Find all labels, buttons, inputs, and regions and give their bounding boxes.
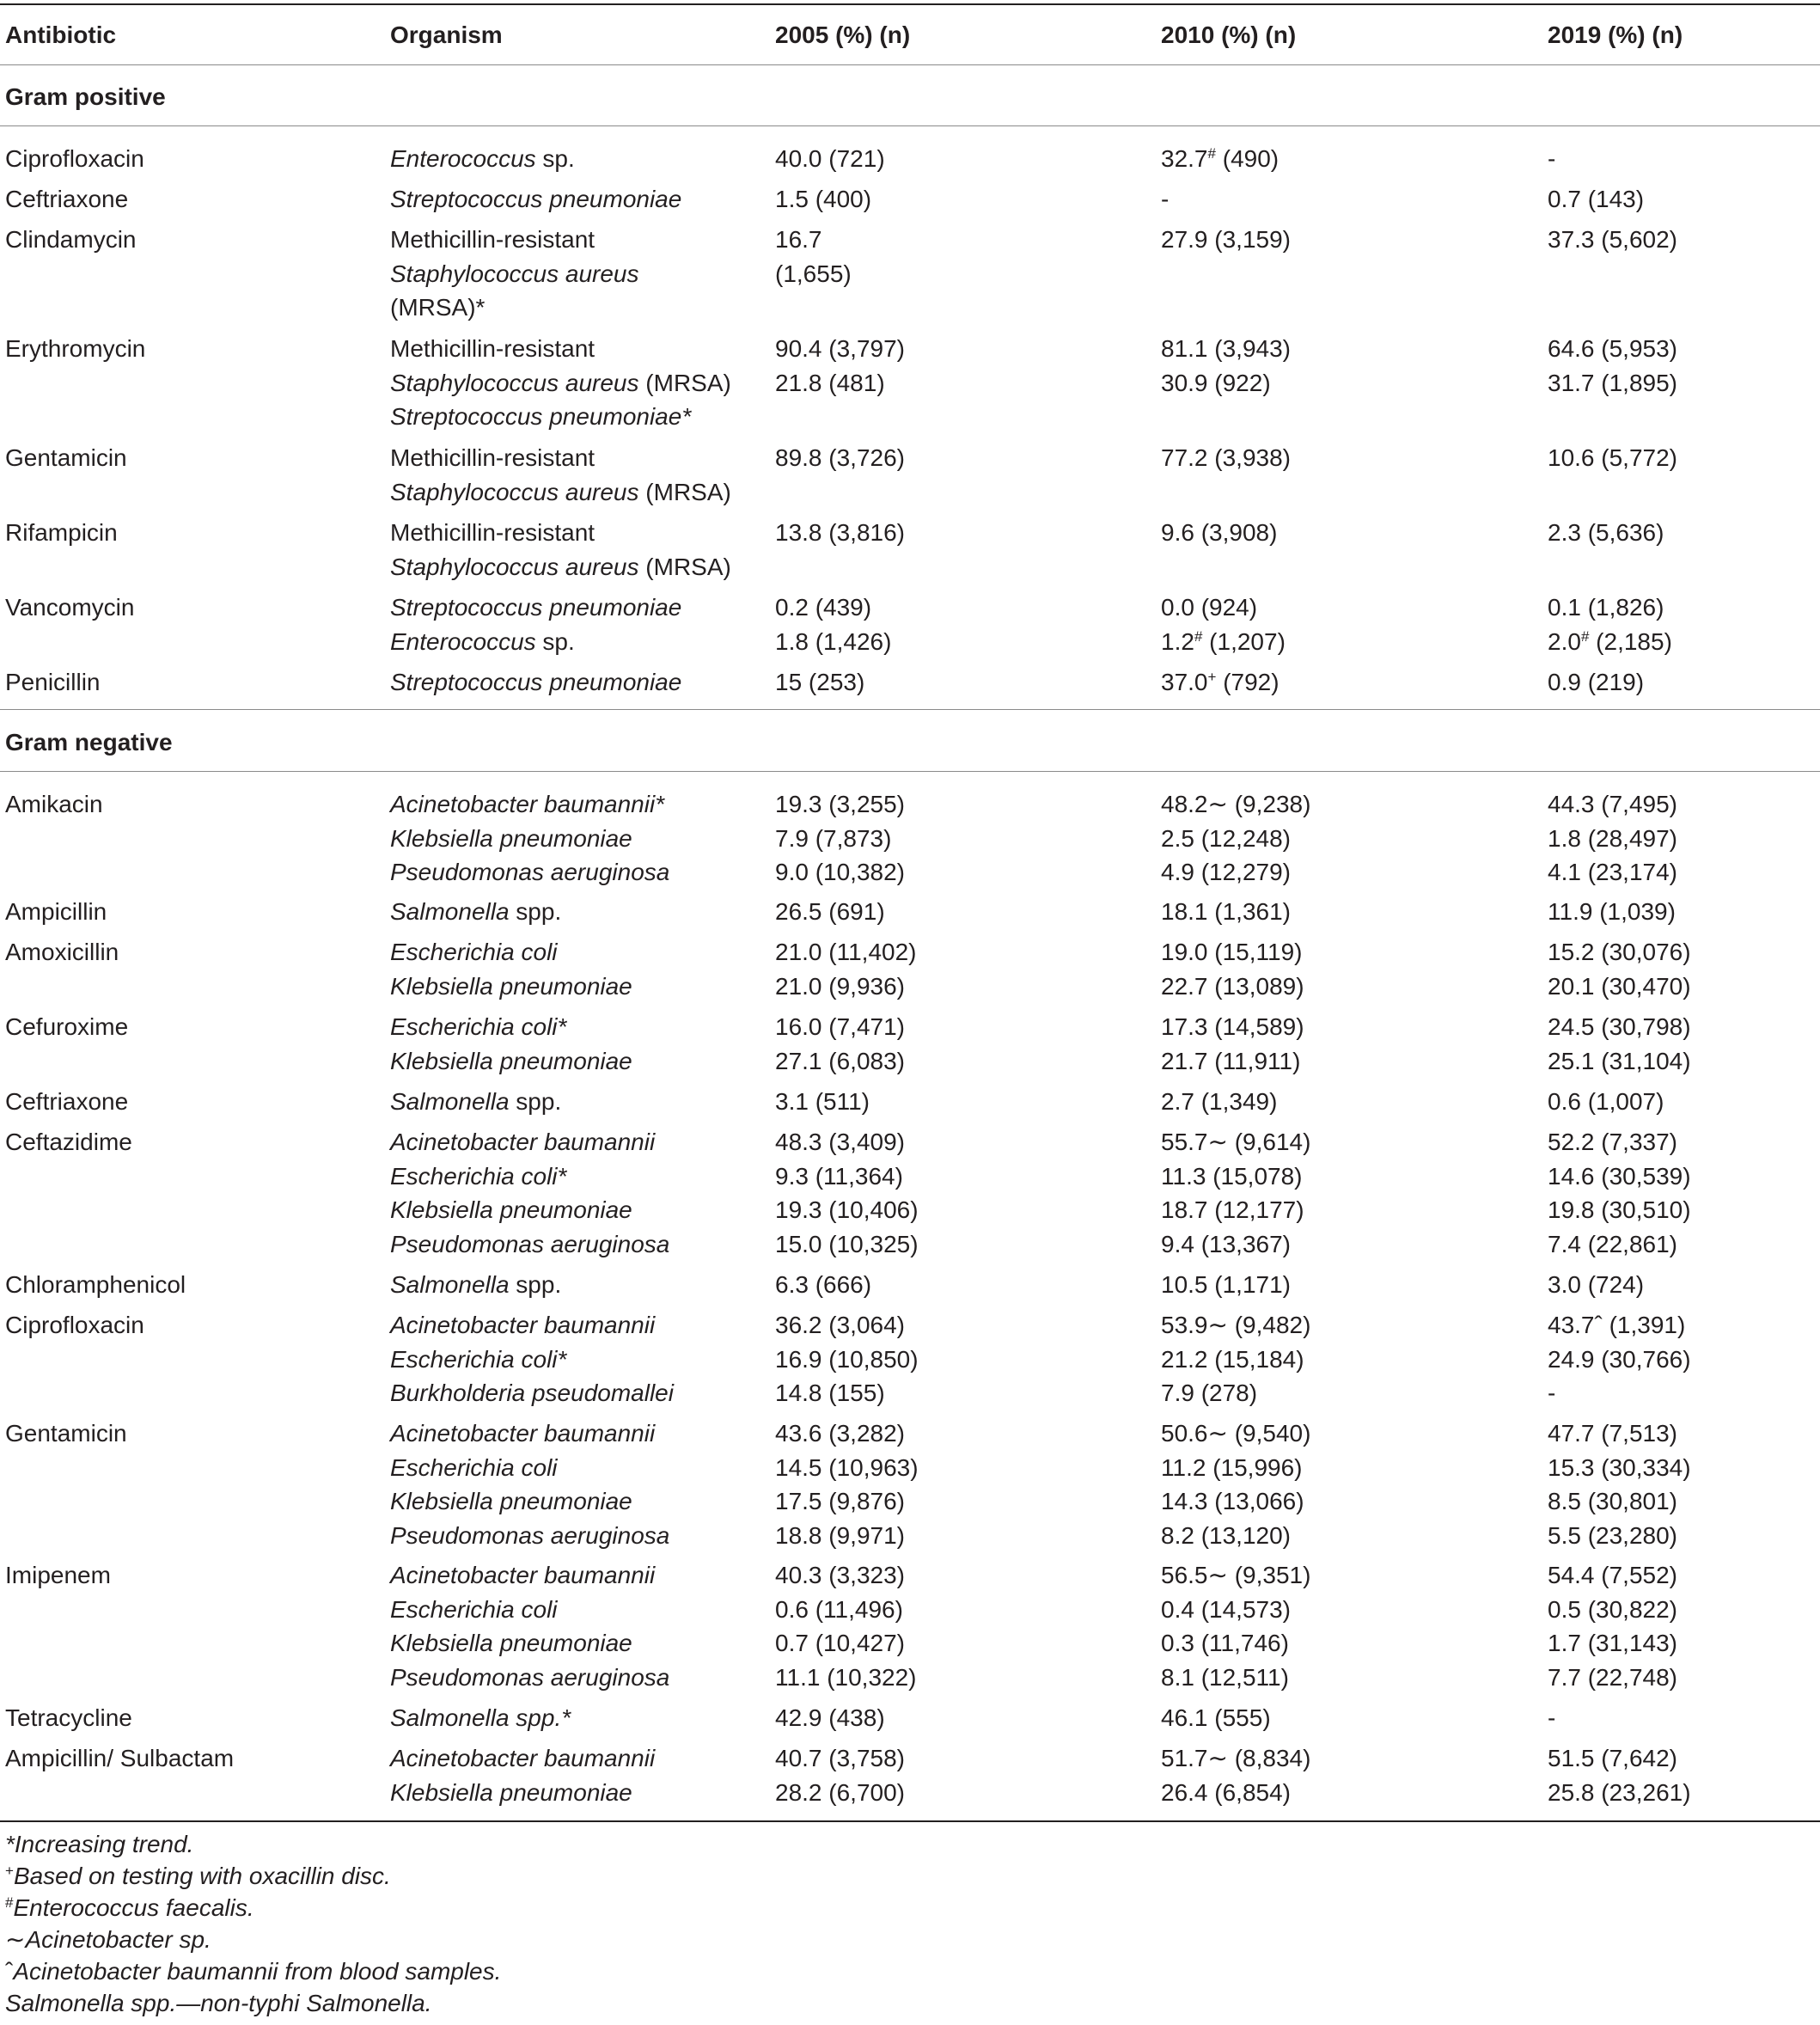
table-header-row <box>0 18 1820 49</box>
table-row <box>0 1701 1820 1732</box>
footnote-salmonella: Salmonella spp.—non-typhi Salmonella. <box>5 1990 432 2016</box>
value-2005-cell: 89.8 (3,726) <box>775 444 905 471</box>
table-row <box>0 223 1820 321</box>
antibiotic-cell: Vancomycin <box>5 594 135 621</box>
antibiotic-cell: Imipenem <box>5 1562 111 1588</box>
table-row <box>0 516 1820 580</box>
value-2019-cell: 24.5 (30,798) 25.1 (31,104) <box>1548 1013 1691 1074</box>
value-2010-cell: 77.2 (3,938) <box>1161 444 1291 471</box>
section-row-gram-negative <box>0 725 1820 756</box>
header-2010: 2010 (%) (n) <box>1161 21 1297 48</box>
header-2005: 2005 (%) (n) <box>775 21 911 48</box>
table-row <box>0 1125 1820 1257</box>
value-2019-cell: 64.6 (5,953) 31.7 (1,895) <box>1548 335 1677 396</box>
value-2019-cell: 0.1 (1,826) 2.0# (2,185) <box>1548 594 1672 655</box>
antibiotic-cell: Ceftazidime <box>5 1129 132 1155</box>
antibiotic-cell: Chloramphenicol <box>5 1271 186 1298</box>
table-row <box>0 895 1820 926</box>
antibiotic-cell: Ceftriaxone <box>5 186 129 212</box>
section-rule <box>0 771 1820 772</box>
antibiotic-cell: Ciprofloxacin <box>5 145 144 172</box>
value-2019-cell: 52.2 (7,337) 14.6 (30,539) 19.8 (30,510) 7.4 (22,861) <box>1548 1129 1691 1257</box>
value-2010-cell: 51.7∼ (8,834) 26.4 (6,854) <box>1161 1745 1311 1806</box>
value-2010-cell: 19.0 (15,119) 22.7 (13,089) <box>1161 939 1304 1000</box>
organism-cell: Acinetobacter baumannii Klebsiella pneumoniae <box>390 1745 656 1806</box>
table-row <box>0 1416 1820 1549</box>
value-2010-cell: 81.1 (3,943) 30.9 (922) <box>1161 335 1291 396</box>
table-bottom-rule <box>0 1820 1820 1822</box>
antibiotic-cell: Amoxicillin <box>5 939 119 965</box>
value-2010-cell: 55.7∼ (9,614) 11.3 (15,078) 18.7 (12,177) 9.4 (13,367) <box>1161 1129 1311 1257</box>
value-2005-cell: 26.5 (691) <box>775 898 885 925</box>
antibiotic-cell: Clindamycin <box>5 226 137 253</box>
value-2019-cell: 10.6 (5,772) <box>1548 444 1677 471</box>
value-2005-cell: 15 (253) <box>775 669 865 695</box>
value-2019-cell: 2.3 (5,636) <box>1548 519 1664 546</box>
organism-cell: Methicillin-resistant Staphylococcus aureus (MRSA)* <box>390 226 639 321</box>
antibiotic-cell: Amikacin <box>5 791 103 817</box>
organism-cell: Acinetobacter baumannii Escherichia coli Klebsiella pneumoniae Pseudomonas aeruginosa <box>390 1562 670 1691</box>
value-2010-cell: 0.0 (924) 1.2# (1,207) <box>1161 594 1286 655</box>
value-2010-cell: 2.7 (1,349) <box>1161 1088 1278 1115</box>
header-antibiotic: Antibiotic <box>5 21 117 48</box>
section-title: Gram negative <box>5 729 173 756</box>
value-2010-cell: 9.6 (3,908) <box>1161 519 1278 546</box>
value-2019-cell: 43.7ˆ (1,391) 24.9 (30,766) - <box>1548 1312 1691 1406</box>
value-2019-cell: 0.6 (1,007) <box>1548 1088 1664 1115</box>
section-row-gram-positive <box>0 80 1820 111</box>
value-2019-cell: 11.9 (1,039) <box>1548 898 1676 925</box>
antibiotic-cell: Ceftriaxone <box>5 1088 129 1115</box>
value-2019-cell: 51.5 (7,642) 25.8 (23,261) <box>1548 1745 1691 1806</box>
value-2010-cell: 50.6∼ (9,540) 11.2 (15,996) 14.3 (13,066) 8.2 (13,120) <box>1161 1420 1311 1549</box>
value-2019-cell: 54.4 (7,552) 0.5 (30,822) 1.7 (31,143) 7.7 (22,748) <box>1548 1562 1677 1691</box>
antibiotic-cell: Gentamicin <box>5 444 127 471</box>
table-row <box>0 590 1820 655</box>
value-2019-cell: - <box>1548 1704 1556 1731</box>
value-2010-cell: 18.1 (1,361) <box>1161 898 1291 925</box>
value-2005-cell: 16.7 (1,655) <box>775 226 852 287</box>
value-2019-cell: 44.3 (7,495) 1.8 (28,497) 4.1 (23,174) <box>1548 791 1677 885</box>
organism-cell: Acinetobacter baumannii* Klebsiella pneumoniae Pseudomonas aeruginosa <box>390 791 670 885</box>
value-2010-cell: 53.9∼ (9,482) 21.2 (15,184) 7.9 (278) <box>1161 1312 1311 1406</box>
organism-cell: Methicillin-resistant Staphylococcus aureus (MRSA) <box>390 519 731 580</box>
antibiotic-cell: Rifampicin <box>5 519 118 546</box>
section-divider-rule <box>0 709 1820 710</box>
table-row <box>0 182 1820 213</box>
value-2005-cell: 6.3 (666) <box>775 1271 872 1298</box>
value-2019-cell: 0.9 (219) <box>1548 669 1645 695</box>
value-2005-cell: 16.0 (7,471) 27.1 (6,083) <box>775 1013 905 1074</box>
value-2005-cell: 36.2 (3,064) 16.9 (10,850) 14.8 (155) <box>775 1312 919 1406</box>
value-2019-cell: 0.7 (143) <box>1548 186 1645 212</box>
table-row <box>0 935 1820 1000</box>
organism-cell: Salmonella spp. <box>390 1271 562 1298</box>
value-2005-cell: 19.3 (3,255) 7.9 (7,873) 9.0 (10,382) <box>775 791 905 885</box>
antibiotic-cell: Erythromycin <box>5 335 146 362</box>
table-row <box>0 1308 1820 1406</box>
value-2005-cell: 21.0 (11,402) 21.0 (9,936) <box>775 939 917 1000</box>
footnote-acinetobacter-sp: ∼Acinetobacter sp. <box>5 1926 211 1953</box>
footnote-oxacillin: +Based on testing with oxacillin disc. <box>5 1863 391 1889</box>
table-row <box>0 1268 1820 1299</box>
organism-cell: Streptococcus pneumoniae Enterococcus sp. <box>390 594 682 655</box>
value-2019-cell: 47.7 (7,513) 15.3 (30,334) 8.5 (30,801) 5.5 (23,280) <box>1548 1420 1691 1549</box>
organism-cell: Methicillin-resistant Staphylococcus aureus (MRSA) Streptococcus pneumoniae* <box>390 335 731 430</box>
value-2010-cell: 56.5∼ (9,351) 0.4 (14,573) 0.3 (11,746) 8.1 (12,511) <box>1161 1562 1311 1691</box>
value-2010-cell: 46.1 (555) <box>1161 1704 1271 1731</box>
value-2010-cell: 48.2∼ (9,238) 2.5 (12,248) 4.9 (12,279) <box>1161 791 1311 885</box>
antibiotic-cell: Penicillin <box>5 669 101 695</box>
table-row <box>0 665 1820 696</box>
value-2005-cell: 0.2 (439) 1.8 (1,426) <box>775 594 892 655</box>
table-top-rule <box>0 3 1820 5</box>
footnote-increasing-trend: *Increasing trend. <box>5 1831 194 1857</box>
antibiotic-cell: Ampicillin <box>5 898 107 925</box>
value-2005-cell: 90.4 (3,797) 21.8 (481) <box>775 335 905 396</box>
value-2005-cell: 1.5 (400) <box>775 186 872 212</box>
antibiotic-cell: Ciprofloxacin <box>5 1312 144 1338</box>
organism-cell: Acinetobacter baumannii Escherichia coli Klebsiella pneumoniae Pseudomonas aeruginosa <box>390 1420 670 1549</box>
value-2005-cell: 48.3 (3,409) 9.3 (11,364) 19.3 (10,406) 15.0 (10,325) <box>775 1129 919 1257</box>
table-row <box>0 332 1820 430</box>
organism-cell: Streptococcus pneumoniae <box>390 186 682 212</box>
value-2019-cell: 3.0 (724) <box>1548 1271 1645 1298</box>
organism-cell: Salmonella spp. <box>390 1088 562 1115</box>
organism-cell: Methicillin-resistant Staphylococcus aureus (MRSA) <box>390 444 731 505</box>
value-2010-cell: 10.5 (1,171) <box>1161 1271 1291 1298</box>
value-2005-cell: 40.7 (3,758) 28.2 (6,700) <box>775 1745 905 1806</box>
table-row <box>0 787 1820 885</box>
section-rule <box>0 125 1820 126</box>
footnote-blood-samples: ˆAcinetobacter baumannii from blood samples. <box>5 1958 502 1985</box>
value-2010-cell: 17.3 (14,589) 21.7 (11,911) <box>1161 1013 1304 1074</box>
value-2019-cell: - <box>1548 145 1556 172</box>
header-organism: Organism <box>390 21 503 48</box>
organism-cell: Enterococcus sp. <box>390 145 575 172</box>
value-2010-cell: 37.0+ (792) <box>1161 669 1279 695</box>
organism-cell: Streptococcus pneumoniae <box>390 669 682 695</box>
value-2019-cell: 15.2 (30,076) 20.1 (30,470) <box>1548 939 1691 1000</box>
table-row <box>0 441 1820 505</box>
antibiotic-cell: Cefuroxime <box>5 1013 129 1040</box>
organism-cell: Escherichia coli Klebsiella pneumoniae <box>390 939 632 1000</box>
antibiotic-cell: Gentamicin <box>5 1420 127 1447</box>
table-row <box>0 1741 1820 1806</box>
value-2010-cell: - <box>1161 186 1170 212</box>
organism-cell: Acinetobacter baumannii Escherichia coli* Burkholderia pseudomallei <box>390 1312 674 1406</box>
value-2005-cell: 42.9 (438) <box>775 1704 885 1731</box>
value-2005-cell: 13.8 (3,816) <box>775 519 905 546</box>
antibiotic-cell: Ampicillin/ Sulbactam <box>5 1745 235 1771</box>
value-2005-cell: 3.1 (511) <box>775 1088 870 1115</box>
organism-cell: Acinetobacter baumannii Escherichia coli* Klebsiella pneumoniae Pseudomonas aeruginosa <box>390 1129 670 1257</box>
value-2005-cell: 40.3 (3,323) 0.6 (11,496) 0.7 (10,427) 11.1 (10,322) <box>775 1562 917 1691</box>
table-row <box>0 142 1820 173</box>
footnote-enterococcus: #Enterococcus faecalis. <box>5 1894 254 1921</box>
header-2019: 2019 (%) (n) <box>1548 21 1683 48</box>
value-2010-cell: 27.9 (3,159) <box>1161 226 1291 253</box>
organism-cell: Salmonella spp. <box>390 898 562 925</box>
section-title: Gram positive <box>5 83 166 110</box>
value-2019-cell: 37.3 (5,602) <box>1548 226 1677 253</box>
table-row <box>0 1085 1820 1116</box>
value-2010-cell: 32.7# (490) <box>1161 145 1279 172</box>
organism-cell: Escherichia coli* Klebsiella pneumoniae <box>390 1013 632 1074</box>
value-2005-cell: 40.0 (721) <box>775 145 885 172</box>
value-2005-cell: 43.6 (3,282) 14.5 (10,963) 17.5 (9,876) 18.8 (9,971) <box>775 1420 919 1549</box>
table-row <box>0 1010 1820 1074</box>
table-row <box>0 1558 1820 1691</box>
organism-cell: Salmonella spp.* <box>390 1704 571 1731</box>
antibiotic-cell: Tetracycline <box>5 1704 132 1731</box>
header-rule <box>0 64 1820 65</box>
